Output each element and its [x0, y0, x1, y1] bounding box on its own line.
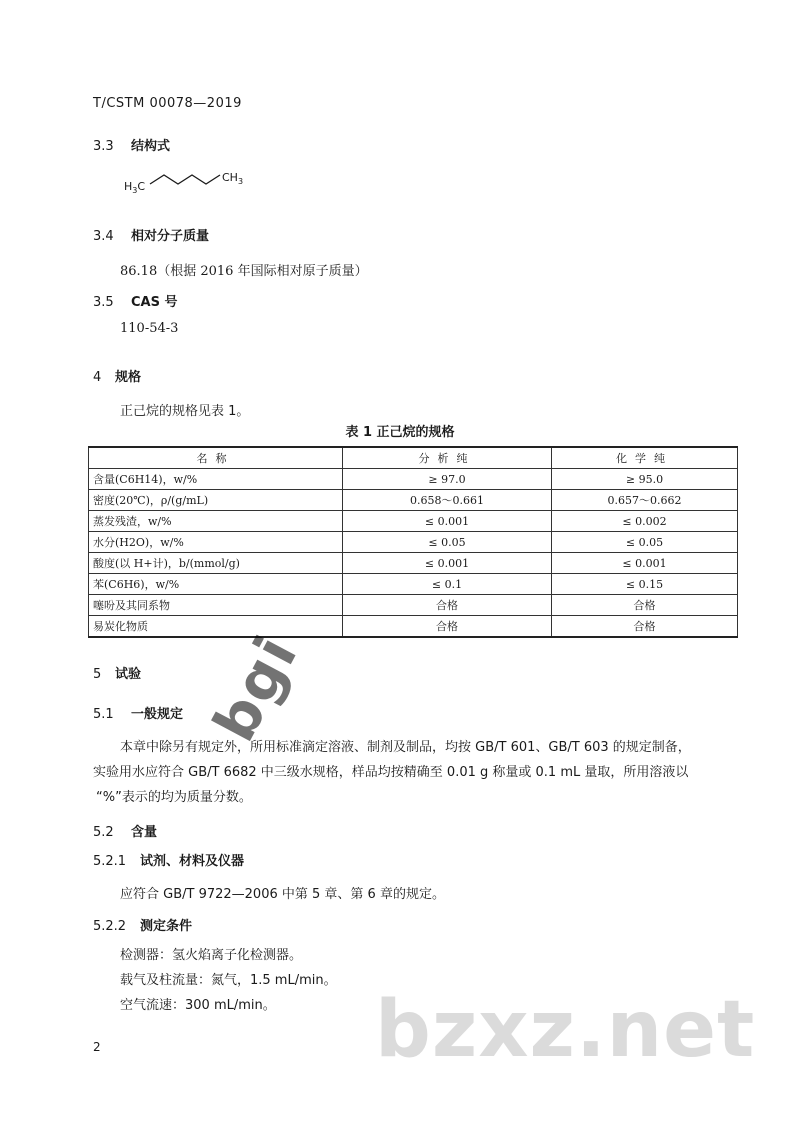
row-item-name: 噻吩及其同系物: [89, 595, 343, 616]
row-item-name: 含量(C6H14)，w/%: [89, 469, 343, 490]
column-header-name: 名称: [89, 447, 343, 469]
row-analytical-value: ≤ 0.05: [343, 532, 552, 553]
section-title: 含量: [131, 825, 158, 840]
table-row: [89, 490, 738, 511]
section-number: 5.1: [93, 707, 114, 722]
section-title: 规格: [115, 370, 142, 385]
cas-number-value: 110-54-3: [120, 321, 179, 336]
section-title: 相对分子质量: [131, 229, 210, 244]
row-item-name: 密度(20℃)，ρ/(g/mL): [89, 490, 343, 511]
section-title: 一般规定: [131, 707, 184, 722]
methyl-left-label: $H_3C$: [124, 180, 146, 195]
row-analytical-value: 0.658～0.661: [343, 490, 552, 511]
table-header-row: [89, 447, 738, 469]
section-number: 5: [93, 667, 102, 682]
section-number: 5.2.2: [93, 919, 127, 934]
air-flow-line: 空气流速：300 mL/min。: [120, 998, 276, 1013]
table-row: [89, 511, 738, 532]
row-chemical-value: ≤ 0.002: [552, 511, 738, 532]
row-item-name: 易炭化物质: [89, 616, 343, 638]
document-code: T/CSTM 00078—2019: [93, 96, 242, 111]
column-header-chemical-grade: 化学纯: [552, 447, 738, 469]
section-title: 结构式: [131, 139, 171, 154]
row-analytical-value: ≥ 97.0: [343, 469, 552, 490]
section-number: 3.3: [93, 139, 114, 154]
spec-intro-text: 正己烷的规格见表 1。: [120, 404, 250, 419]
section-4-heading: [93, 366, 141, 385]
row-chemical-value: ≤ 0.05: [552, 532, 738, 553]
section-number: 4: [93, 370, 102, 385]
section-title: CAS 号: [131, 295, 178, 310]
table-row: [89, 532, 738, 553]
table-row: [89, 616, 738, 638]
spec-table: [88, 446, 738, 638]
table-row: [89, 574, 738, 595]
diagonal-watermark: bgi: [200, 623, 312, 752]
row-item-name: 酸度(以 H+计)，b/(mmol/g): [89, 553, 343, 574]
section-3-3-heading: [93, 135, 170, 154]
row-chemical-value: ≤ 0.001: [552, 553, 738, 574]
section-title: 测定条件: [140, 919, 193, 934]
molecular-mass-value: 86.18（根据 2016 年国际相对原子质量）: [120, 264, 368, 279]
section-number: 5.2: [93, 825, 114, 840]
general-rule-line-2: 实验用水应符合 GB/T 6682 中三级水规格，样品均按精确至 0.01 g 称量或 0.1 mL 量取，所用溶液以: [93, 765, 689, 780]
row-analytical-value: 合格: [343, 616, 552, 638]
section-5-2-2-heading: [93, 915, 192, 934]
section-title: 试验: [115, 667, 142, 682]
row-chemical-value: ≤ 0.15: [552, 574, 738, 595]
row-item-name: 苯(C6H6)，w/%: [89, 574, 343, 595]
detector-line: 检测器：氢火焰离子化检测器。: [120, 948, 303, 963]
row-analytical-value: ≤ 0.001: [343, 553, 552, 574]
section-number: 3.4: [93, 229, 114, 244]
methyl-right-label: $CH_3$: [222, 171, 244, 186]
row-chemical-value: 0.657～0.662: [552, 490, 738, 511]
reagents-text: 应符合 GB/T 9722—2006 中第 5 章、第 6 章的规定。: [120, 887, 445, 902]
hexane-structure-formula: [120, 163, 260, 199]
section-title: 试剂、材料及仪器: [140, 854, 245, 869]
row-analytical-value: 合格: [343, 595, 552, 616]
table-row: [89, 553, 738, 574]
row-chemical-value: ≥ 95.0: [552, 469, 738, 490]
general-rule-line-3: “%”表示的均为质量分数。: [96, 790, 252, 805]
column-header-analytical-grade: 分析纯: [343, 447, 552, 469]
general-rule-line-1: 本章中除另有规定外，所用标准滴定溶液、制剂及制品，均按 GB/T 601、GB/T 603 的规定制备，: [120, 740, 691, 755]
row-chemical-value: 合格: [552, 595, 738, 616]
page-number: 2: [93, 1040, 101, 1054]
carrier-gas-line: 载气及柱流量：氮气，1.5 mL/min。: [120, 973, 337, 988]
row-item-name: 蒸发残渣，w/%: [89, 511, 343, 532]
section-5-2-1-heading: [93, 850, 244, 869]
row-analytical-value: ≤ 0.1: [343, 574, 552, 595]
section-number: 5.2.1: [93, 854, 127, 869]
section-5-1-heading: [93, 703, 183, 722]
carbon-chain: [150, 175, 220, 184]
site-watermark: bzxz.net: [375, 985, 756, 1075]
section-3-5-heading: [93, 291, 178, 310]
section-5-2-heading: [93, 821, 157, 840]
row-item-name: 水分(H2O)，w/%: [89, 532, 343, 553]
table-row: [89, 469, 738, 490]
section-3-4-heading: [93, 225, 209, 244]
table-row: [89, 595, 738, 616]
row-chemical-value: 合格: [552, 616, 738, 638]
section-5-heading: [93, 663, 141, 682]
table-caption: 表 1 正己烷的规格: [345, 425, 455, 440]
section-number: 3.5: [93, 295, 114, 310]
row-analytical-value: ≤ 0.001: [343, 511, 552, 532]
